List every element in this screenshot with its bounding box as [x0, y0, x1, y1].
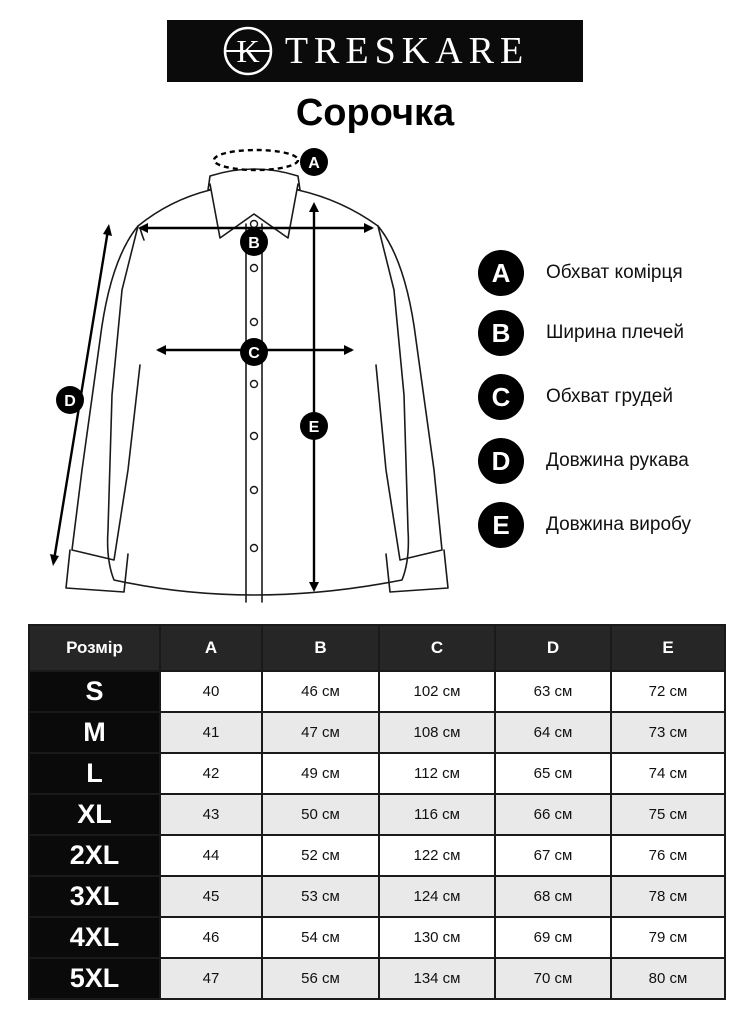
table-cell: 65 см — [495, 753, 611, 794]
header-e: E — [611, 625, 725, 671]
table-cell: 76 см — [611, 835, 725, 876]
table-cell: 42 — [160, 753, 262, 794]
table-cell: 68 см — [495, 876, 611, 917]
diagram-marker-a — [300, 148, 328, 176]
table-cell: 134 см — [379, 958, 495, 999]
table-cell: 63 см — [495, 671, 611, 712]
legend-item-b — [478, 308, 738, 358]
header-b: B — [262, 625, 379, 671]
table-cell: 70 см — [495, 958, 611, 999]
legend-label: Довжина рукава — [546, 450, 689, 471]
table-cell: 74 см — [611, 753, 725, 794]
diagram-marker-c — [240, 338, 268, 366]
header-a: A — [160, 625, 262, 671]
size-label: XL — [29, 794, 160, 835]
size-label: L — [29, 753, 160, 794]
table-cell: 54 см — [262, 917, 379, 958]
table-row — [29, 835, 725, 876]
legend-item-e — [478, 500, 738, 550]
table-row — [29, 917, 725, 958]
legend-letter: D — [478, 438, 524, 484]
table-cell: 45 — [160, 876, 262, 917]
header-d: D — [495, 625, 611, 671]
legend-letter: E — [478, 502, 524, 548]
table-cell: 41 — [160, 712, 262, 753]
table-cell: 56 см — [262, 958, 379, 999]
page-title: Сорочка — [295, 92, 455, 134]
shirt-diagram — [30, 140, 450, 615]
table-cell: 69 см — [495, 917, 611, 958]
legend-letter: B — [478, 310, 524, 356]
size-table — [28, 624, 726, 1000]
table-cell: 52 см — [262, 835, 379, 876]
svg-text:B: B — [248, 235, 260, 252]
table-cell: 122 см — [379, 835, 495, 876]
size-label: 3XL — [29, 876, 160, 917]
table-cell: 50 см — [262, 794, 379, 835]
svg-text:A: A — [308, 155, 320, 172]
legend-label: Обхват грудей — [546, 386, 673, 407]
table-cell: 46 — [160, 917, 262, 958]
table-cell: 78 см — [611, 876, 725, 917]
legend-letter: A — [478, 250, 524, 296]
diagram-marker-b — [240, 228, 268, 256]
svg-text:E: E — [308, 419, 320, 436]
table-cell: 40 — [160, 671, 262, 712]
table-cell: 47 — [160, 958, 262, 999]
table-row — [29, 671, 725, 712]
table-cell: 64 см — [495, 712, 611, 753]
header-size: Розмір — [29, 625, 160, 671]
brand-logo-letter: K — [236, 33, 260, 69]
table-cell: 67 см — [495, 835, 611, 876]
table-row — [29, 876, 725, 917]
size-label: 5XL — [29, 958, 160, 999]
table-cell: 130 см — [379, 917, 495, 958]
diagram-marker-e — [300, 412, 328, 440]
table-row — [29, 958, 725, 999]
legend-item-d — [478, 436, 738, 486]
table-cell: 46 см — [262, 671, 379, 712]
table-cell: 73 см — [611, 712, 725, 753]
table-cell: 80 см — [611, 958, 725, 999]
table-cell: 66 см — [495, 794, 611, 835]
size-label: 4XL — [29, 917, 160, 958]
table-cell: 75 см — [611, 794, 725, 835]
diagram-marker-d — [56, 386, 84, 414]
size-label: M — [29, 712, 160, 753]
table-cell: 72 см — [611, 671, 725, 712]
table-cell: 102 см — [379, 671, 495, 712]
legend-item-c — [478, 372, 738, 422]
legend-label: Обхват комірця — [546, 262, 683, 283]
brand-name: TRESKARE — [284, 30, 530, 72]
table-cell: 116 см — [379, 794, 495, 835]
table-cell: 79 см — [611, 917, 725, 958]
table-cell: 108 см — [379, 712, 495, 753]
table-cell: 44 — [160, 835, 262, 876]
legend-letter: C — [478, 374, 524, 420]
svg-text:C: C — [248, 345, 260, 362]
legend-item-a — [478, 248, 738, 298]
table-row — [29, 794, 725, 835]
table-cell: 47 см — [262, 712, 379, 753]
svg-text:D: D — [64, 393, 76, 410]
table-cell: 112 см — [379, 753, 495, 794]
legend-label: Довжина виробу — [546, 514, 691, 535]
header-c: C — [379, 625, 495, 671]
table-row — [29, 753, 725, 794]
size-label: S — [29, 671, 160, 712]
size-label: 2XL — [29, 835, 160, 876]
table-header-row — [29, 625, 725, 671]
table-row — [29, 712, 725, 753]
table-cell: 124 см — [379, 876, 495, 917]
table-cell: 53 см — [262, 876, 379, 917]
brand-logo-icon — [221, 24, 275, 78]
table-cell: 43 — [160, 794, 262, 835]
table-cell: 49 см — [262, 753, 379, 794]
brand-banner — [167, 20, 583, 82]
legend-label: Ширина плечей — [546, 322, 684, 343]
